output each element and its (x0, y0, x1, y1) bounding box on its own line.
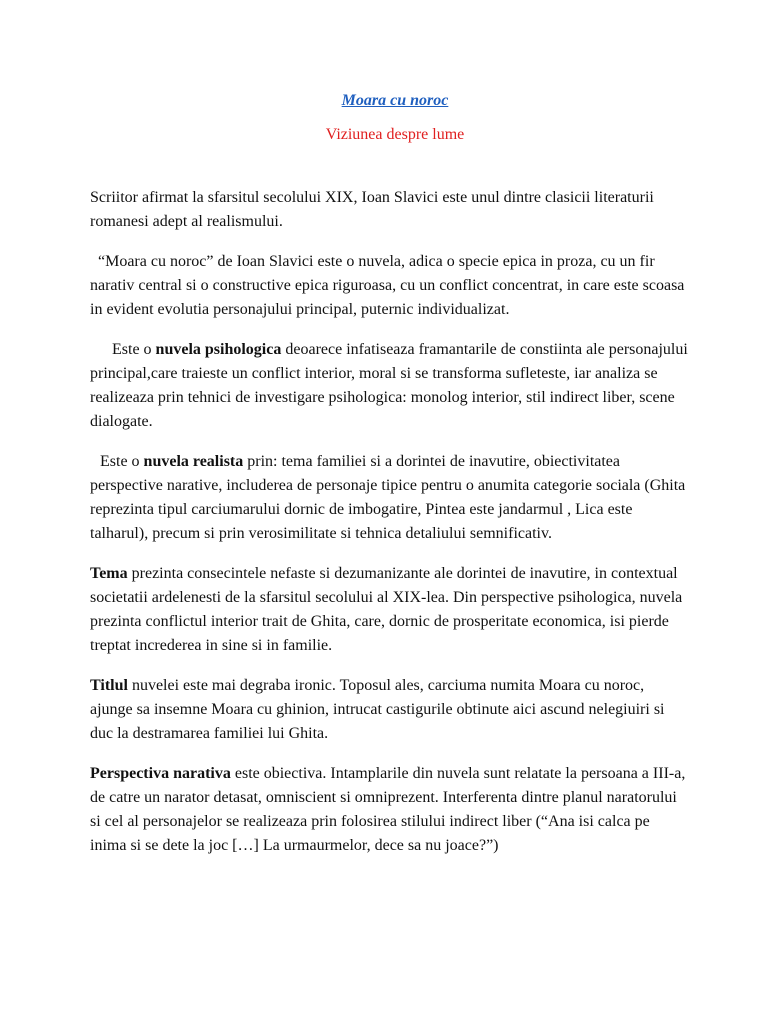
document-subtitle: Viziunea despre lume (325, 126, 465, 143)
paragraph-text: prezinta consecintele nefaste si dezumanizante ale dorintei de inavutire, in contextual societatii ardelenesti de la sfarsitul secolului al XIX-lea. Din perspective psihologica, nuvela prezinta conflictul interior trait de Ghita, care, dornic de prosperitate economica, isi pierde treptat increderea in sine si in familie. (90, 565, 683, 654)
paragraph-titlul (90, 674, 690, 746)
paragraph-text: deoarece infatiseaza framantarile de constiinta ale personajului principal,care traieste un conflict interior, moral si se transforma sufleteste, iar analiza se realizeaza prin tehnici de investigare psihologica: monolog interior, stil indirect liber, scene dialogate. (90, 341, 688, 430)
paragraph-tema (90, 562, 690, 658)
paragraph-text: este obiectiva. Intamplarile din nuvela sunt relatate la persoana a III-a, de catre un narator detasat, omniscient si omniprezent. Interferenta dintre planul naratorului si cel al personajelor se realizeaza prin folosirea stilului indirect liber (“Ana isi calca pe inima si se dete la joc […] La urmaurmelor, dece sa nu joace?”) (90, 765, 686, 854)
paragraph-text: nuvelei este mai degraba ironic. Toposul ales, carciuma numita Moara cu noroc, ajunge sa insemne Moara cu ghinion, intrucat castigurile obtinute aici ascund nelegiuiri si duc la destramarea familiei lui Ghita. (90, 677, 665, 742)
paragraph-psihologica (90, 338, 690, 434)
paragraph-text: prin: tema familiei si a dorintei de inavutire, obiectivitatea perspective narative, includerea de personaje tipice pentru o anumita categorie sociala (Ghita reprezinta tipul carciumarului dornic de imbogatire, Pintea este jandarmul , Lica este talharul), precum si prin verosimilitate si tehnica detaliului semnificativ. (90, 453, 686, 542)
paragraph-text: “Moara cu noroc” de Ioan Slavici este o nuvela, adica o specie epica in proza, cu un fir narativ central si o constructive epica riguroasa, cu un conflict concentrat, in care este scoasa in evident evolutia personajului principal, puternic individualizat. (90, 253, 685, 318)
paragraph-lead: Este o (100, 453, 144, 470)
paragraph-bold-term: Tema (90, 565, 128, 582)
paragraph-text: Scriitor afirmat la sfarsitul secolului XIX, Ioan Slavici este unul dintre clasicii literaturii romanesi adept al realismului. (90, 189, 654, 230)
paragraph-realista (90, 450, 690, 546)
paragraph-bold-term: Perspectiva narativa (90, 765, 231, 782)
paragraph-lead: Este o (112, 341, 156, 358)
paragraph-intro (90, 186, 690, 234)
document-body (90, 186, 690, 858)
document-title: Moara cu noroc (341, 92, 449, 109)
document-page (90, 92, 690, 874)
paragraph-perspectiva (90, 762, 690, 858)
paragraph-bold-term: nuvela realista (143, 453, 244, 470)
paragraph-nuvela (90, 250, 690, 322)
paragraph-bold-term: nuvela psihologica (155, 341, 282, 358)
paragraph-bold-term: Titlul (90, 677, 128, 694)
